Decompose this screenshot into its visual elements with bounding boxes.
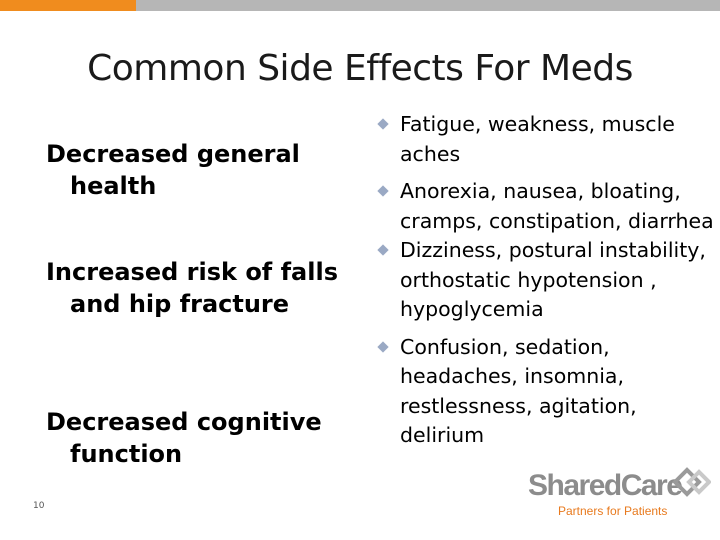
header-accent-bar-orange: [0, 0, 136, 11]
side-effect-text: Dizziness, postural instability, orthostatic hypotension , hypoglycemia: [400, 238, 706, 321]
left-column-item-cognitive-function: Decreased cognitive function: [46, 408, 322, 468]
side-effect-bullet: [377, 177, 717, 236]
side-effects-list: [377, 110, 717, 451]
diamond-bullet-icon: [377, 244, 388, 255]
left-column-item-general-health: Decreased general health: [46, 140, 300, 200]
slide-title: Common Side Effects For Meds: [87, 48, 633, 89]
side-effect-text: Anorexia, nausea, bloating, cramps, constipation, diarrhea: [400, 179, 714, 233]
slide-number: 10: [33, 501, 45, 511]
header-accent-bar-gray: [136, 0, 720, 11]
side-effect-bullet: [377, 236, 717, 325]
side-effect-bullet: [377, 333, 717, 451]
left-column-item-falls-fracture: Increased risk of falls and hip fracture: [46, 258, 338, 318]
side-effect-text: Fatigue, weakness, muscle aches: [400, 112, 675, 166]
diamond-bullet-icon: [377, 341, 388, 352]
logo-mark-icon: [667, 462, 711, 502]
logo-tagline: Partners for Patients: [558, 504, 668, 518]
diamond-bullet-icon: [377, 118, 388, 129]
logo-wordmark: SharedCare: [528, 469, 682, 502]
side-effect-text: Confusion, sedation, headaches, insomnia, restlessness, agitation, delirium: [400, 334, 637, 447]
diamond-bullet-icon: [377, 185, 388, 196]
side-effect-bullet: [377, 110, 717, 169]
